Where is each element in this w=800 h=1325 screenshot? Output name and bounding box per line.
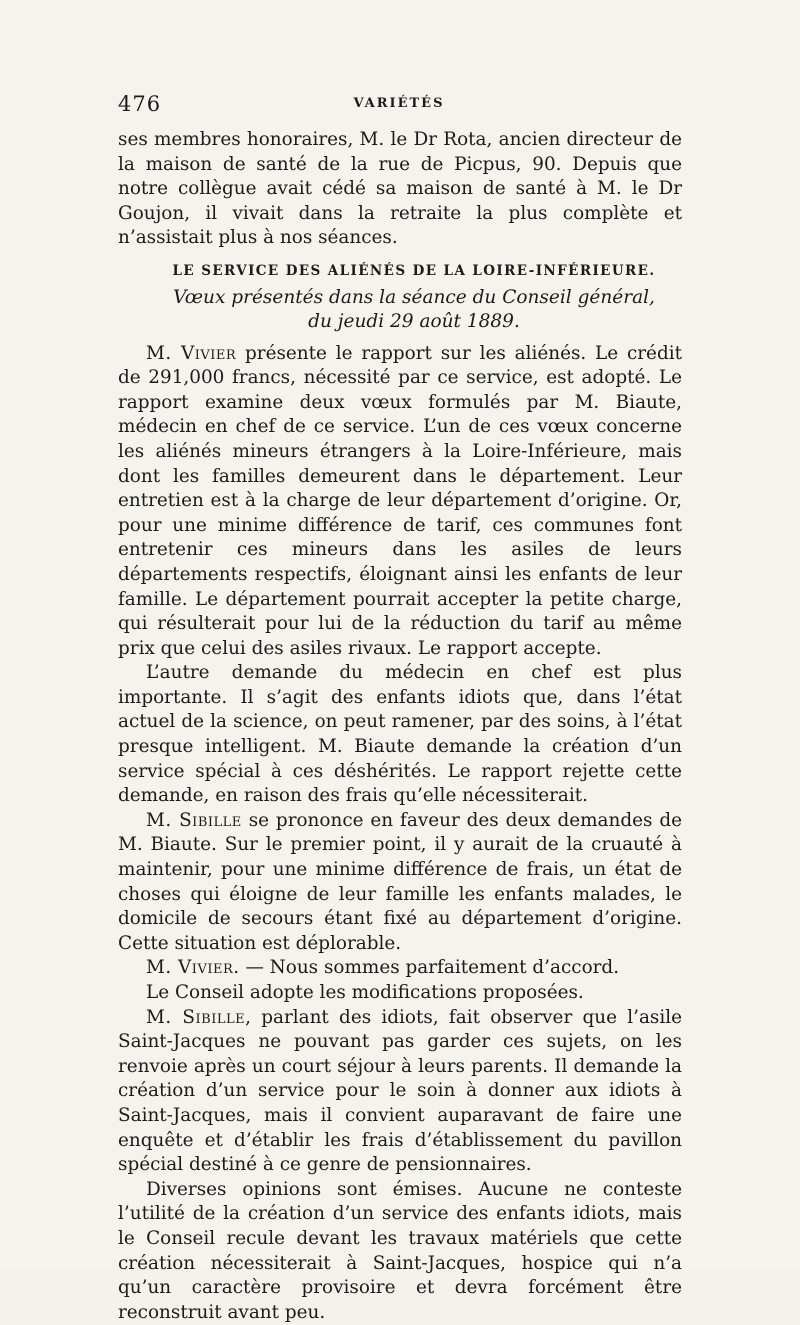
paragraph-second-request <box>118 661 682 809</box>
paragraph-text: présente le rapport sur les aliénés. Le crédit de 291,000 francs, nécessité par ce service, est adopté. Le rapport examine deux vœux formulés par M. Biaute, médecin en chef de ce service. L’un de ces vœux concerne les aliénés mineurs étrangers à la Loire-Inférieure, mais dont les familles demeurent dans le département. Leur entretien est à la charge de leur département d’origine. Or, pour une minime différence de tarif, ces communes font entretenir ces mineurs dans les asiles de leurs départements respectifs, éloignant ainsi les enfants de leur famille. Le département pourrait accepter la petite charge, qui résulterait pour lui de la réduction du tarif au même prix que celui des asiles rivaux. Le rapport accepte. <box>118 342 682 659</box>
paragraph-text: se prononce en faveur des deux demandes de M. Biaute. Sur le premier point, il y aurait de la cruauté à maintenir, pour une minime différence de frais, un état de choses qui éloigne de leur famille les enfants malades, le domicile de secours étant fixé au département d’origine. Cette situation est déplorable. <box>118 809 683 954</box>
paragraph-text: Diverses opinions sont émises. Aucune ne conteste l’utilité de la création d’un service des enfants idiots, mais le Conseil recule devant les travaux matériels que cette création nécessiterait à Saint-Jacques, hospice qui n’a qu’un caractère provisoire et devra forcément être reconstruit avant peu. <box>118 1178 682 1323</box>
intro-paragraph: ses membres honoraires, M. le Dr Rota, ancien directeur de la maison de santé de la rue de Picpus, 90. Depuis que notre collègue avait cédé sa maison de santé à M. le Dr Goujon, il vivait dans la retraite la plus complète et n’assistait plus à nos séances. <box>118 129 682 249</box>
speaker-name: M. Sibille <box>146 809 242 831</box>
section-title: LE SERVICE DES ALIÉNÉS DE LA LOIRE-INFÉRIEURE. <box>172 262 656 279</box>
paragraph-council-adopts <box>118 981 682 1006</box>
paragraph-text: L’autre demande du médecin en chef est plus importante. Il s’agit des enfants idiots que, dans l’état actuel de la science, on peut ramener, par des soins, à l’état presque intelligent. M. Biaute demande la création d’un service spécial à ces déshérités. Le rapport rejette cette demande, en raison des frais qu’elle nécessiterait. <box>118 662 682 807</box>
running-head: VARIÉTÉS <box>353 96 445 111</box>
paragraph-sibille-idiots <box>118 1006 682 1178</box>
paragraph-opinions <box>118 1178 682 1325</box>
page-number: 476 <box>118 92 162 116</box>
section-subtitle <box>118 286 682 334</box>
speaker-name: M. Sibille <box>146 1006 246 1028</box>
speaker-name: M. Vivier <box>146 342 237 364</box>
paragraph-vivier-agree <box>118 956 682 981</box>
paragraph-text: , parlant des idiots, fait observer que l’asile Saint-Jacques ne pouvant pas garder ces sujets, on les renvoie après un court séjour à leurs parents. Il demande la création d’un service pour le soin à donner aux idiots à Saint-Jacques, mais il convient auparavant de faire une enquête et d’établir les frais d’établissement du pavillon spécial destiné à ce genre de pensionnaires. <box>118 1006 683 1176</box>
subtitle-line-2: du jeudi 29 août 1889. <box>308 310 520 332</box>
paragraph-text: Le Conseil adopte les modifications proposées. <box>146 982 584 1003</box>
speaker-name: M. Vivier. <box>146 957 240 979</box>
paragraph-text: — Nous sommes parfaitement d’accord. <box>239 957 620 979</box>
paragraph-sibille-favor <box>118 809 682 957</box>
page-header <box>118 92 680 116</box>
paragraph-vivier-report <box>118 342 682 662</box>
body-text <box>118 128 682 1325</box>
subtitle-line-1: Vœux présentés dans la séance du Conseil général, <box>173 286 655 308</box>
